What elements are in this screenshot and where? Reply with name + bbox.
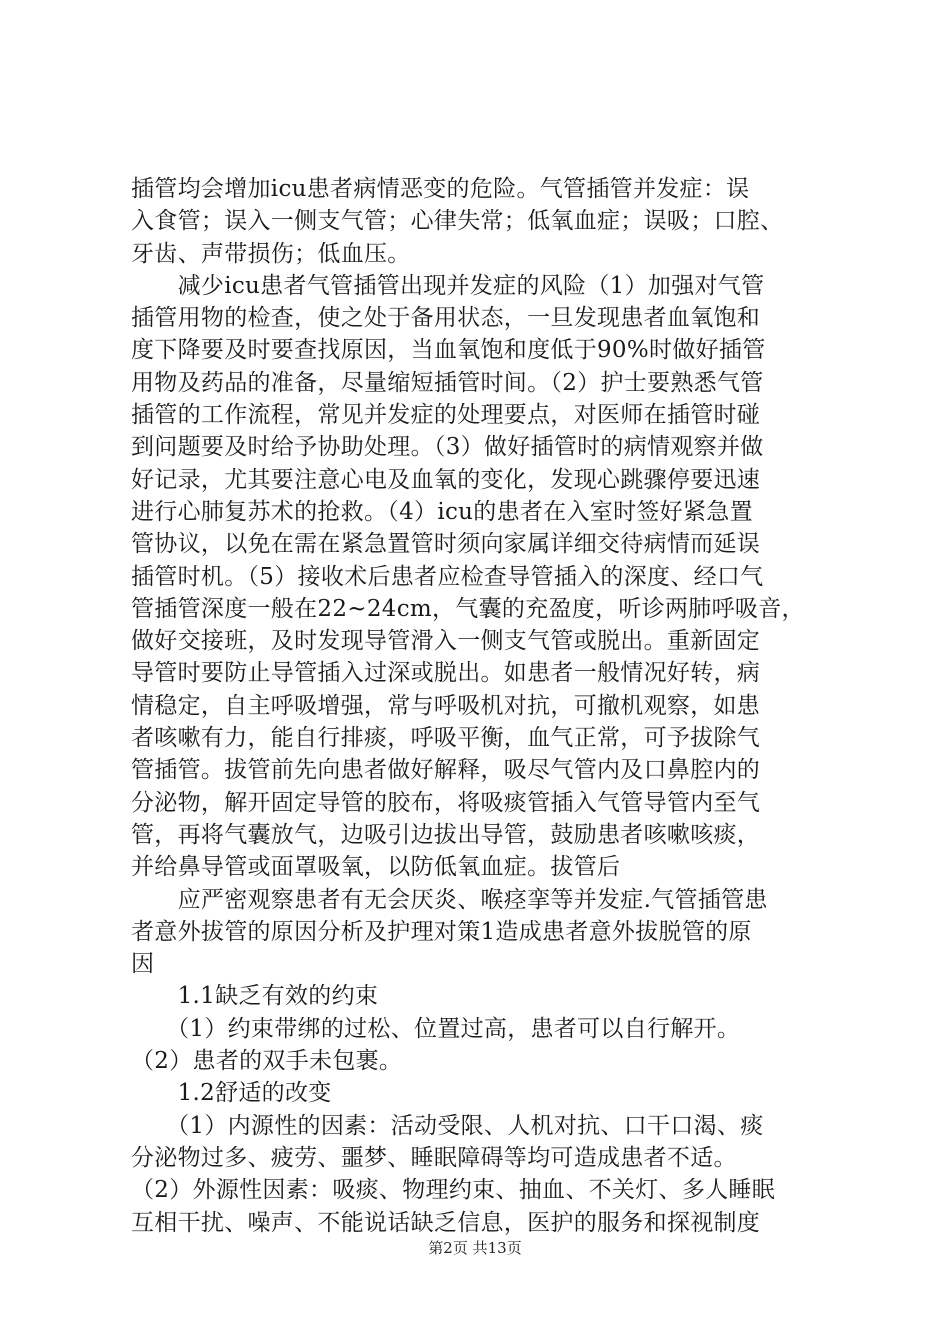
- text-line: （2）外源性因素：吸痰、物理约束、抽血、不关灯、多人睡眠: [131, 1177, 776, 1204]
- text-line: 插管均会增加icu患者病情恶变的危险。气管插管并发症：误: [131, 176, 750, 202]
- text-line: 插管的工作流程，常见并发症的处理要点，对医师在插管时碰: [131, 402, 761, 429]
- text-line: 因: [131, 951, 155, 978]
- text-line: 到问题要及时给予协助处理。（3）做好插管时的病情观察并做: [131, 434, 764, 461]
- text-line: 管插管深度一般在22~24cm，气囊的充盈度，听诊两肺呼吸音，: [131, 595, 805, 622]
- text-line: 管协议，以免在需在紧急置管时须向家属详细交待病情而延误: [131, 531, 761, 558]
- text-line: （2）患者的双手未包裹。: [131, 1048, 403, 1075]
- text-line: 管，再将气囊放气，边吸引边拔出导管，鼓励患者咳嗽咳痰，: [131, 821, 761, 848]
- text-line: 好记录，尤其要注意心电及血氧的变化，发现心跳骤停要迅速: [131, 466, 761, 493]
- text-line: 1.1缺乏有效的约束: [131, 983, 379, 1010]
- text-line: 互相干扰、噪声、不能说话缺乏信息，医护的服务和探视制度: [131, 1209, 761, 1236]
- text-line: 做好交接班，及时发现导管滑入一侧支气管或脱出。重新固定: [131, 628, 761, 655]
- text-line: （1）约束带绑的过松、位置过高，患者可以自行解开。: [131, 1015, 741, 1042]
- document-body: [131, 173, 831, 1239]
- text-line: 入食管；误入一侧支气管；心律失常；低氧血症；误吸；口腔、: [131, 208, 784, 235]
- text-line: 导管时要防止导管插入过深或脱出。如患者一般情况好转，病: [131, 660, 761, 687]
- text-line: 1.2舒适的改变: [131, 1080, 332, 1107]
- text-line: 并给鼻导管或面罩吸氧，以防低氧血症。拔管后: [131, 854, 621, 881]
- text-line: 用物及药品的准备，尽量缩短插管时间。（2）护士要熟悉气管: [131, 369, 764, 396]
- text-line: 进行心肺复苏术的抢救。（4）icu的患者在入室时签好紧急置: [131, 498, 753, 525]
- text-line: 度下降要及时要查找原因，当血氧饱和度低于90%时做好插管: [131, 337, 766, 364]
- text-line: 管插管。拔管前先向患者做好解释，吸尽气管内及口鼻腔内的: [131, 757, 761, 784]
- text-line: 插管时机。（5）接收术后患者应检查导管插入的深度、经口气: [131, 563, 764, 590]
- text-line: 者意外拔管的原因分析及护理对策1造成患者意外拔脱管的原: [131, 918, 752, 945]
- text-line: 插管用物的检查，使之处于备用状态，一旦发现患者血氧饱和: [131, 305, 761, 332]
- text-line: 情稳定，自主呼吸增强，常与呼吸机对抗，可撤机观察，如患: [131, 692, 761, 719]
- text-line: 者咳嗽有力，能自行排痰，呼吸平衡，血气正常，可予拔除气: [131, 725, 761, 752]
- text-line: （1）内源性的因素：活动受限、人机对抗、口干口渴、痰: [131, 1112, 764, 1139]
- text-line: 分泌物过多、疲劳、噩梦、睡眠障碍等均可造成患者不适。: [131, 1144, 737, 1171]
- text-line: 减少icu患者气管插管出现并发症的风险（1）加强对气管: [131, 272, 765, 299]
- text-line: 应严密观察患者有无会厌炎、喉痉挛等并发症.气管插管患: [131, 886, 768, 913]
- text-line: 分泌物，解开固定导管的胶布，将吸痰管插入气管导管内至气: [131, 789, 761, 816]
- page-footer: 第2页 共13页: [428, 1239, 522, 1257]
- text-line: 牙齿、声带损伤；低血压。: [131, 240, 411, 267]
